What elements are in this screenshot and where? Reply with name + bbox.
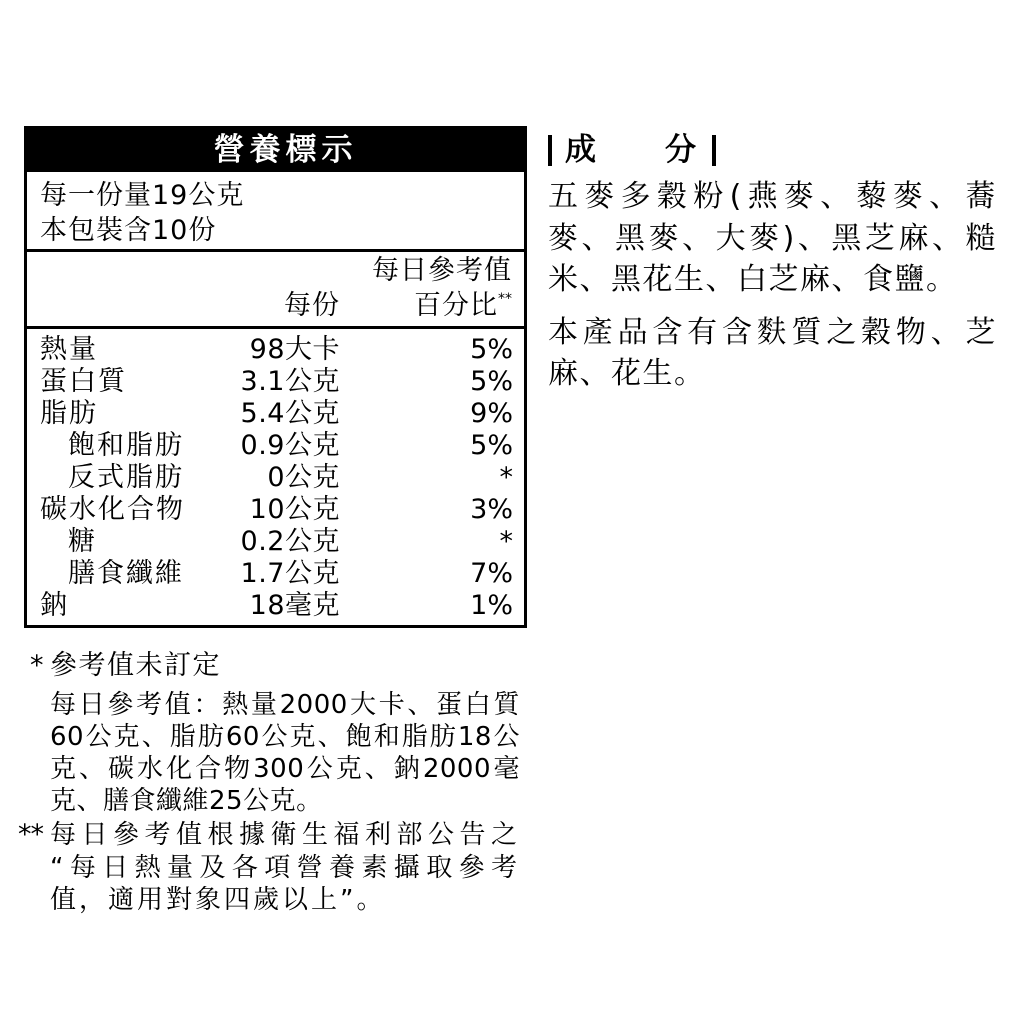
nutrient-name: 膳食纖維: [68, 558, 184, 589]
nutrient-name: 蛋白質: [40, 366, 127, 397]
table-row: [27, 366, 524, 398]
nutrition-label: [24, 126, 527, 628]
footnote-line: 克、膳食纖維25公克。: [50, 786, 323, 816]
nutrient-amount: 98大卡: [249, 334, 340, 365]
ingredients-line: 五麥多穀粉(燕麥、藜麥、蕎: [548, 179, 997, 214]
table-row: [27, 494, 524, 526]
ingredients-line: 米、黑花生、白芝麻、食鹽。: [548, 262, 958, 297]
footnote-double-body: [50, 819, 520, 917]
footnote-single-heading: 參考值未訂定: [50, 650, 221, 681]
nutrient-amount: 10公克: [249, 494, 340, 525]
nutrient-name: 糖: [68, 526, 97, 557]
nutrient-percent: 3%: [470, 494, 513, 525]
nutrient-percent: *: [499, 462, 513, 493]
ingredients-heading-char: 成: [565, 132, 596, 168]
table-row: [27, 590, 524, 622]
column-header-daily-reference: 每日參考值: [372, 255, 512, 286]
ingredients-list: [548, 176, 997, 301]
ingredients-line: 麥、黑麥、大麥)、黑芝麻、糙: [548, 220, 997, 256]
nutrient-percent: 5%: [470, 430, 513, 461]
footnote-single-body: [50, 689, 520, 817]
footnote-line: 60公克、脂肪60公克、飽和脂肪18公: [50, 722, 520, 752]
footnote-line: 每日參考值根據衛生福利部公告之: [50, 820, 520, 850]
nutrient-amount: 0.9公克: [240, 430, 340, 461]
nutrient-name: 飽和脂肪: [68, 430, 184, 461]
footnote-line: 值，適用對象四歲以上”。: [50, 885, 386, 915]
nutrient-percent: 9%: [470, 398, 513, 429]
footnote-double-mark: **: [18, 819, 43, 850]
column-header-per-serving: 每份: [284, 290, 340, 321]
footnote-line: “每日熱量及各項營養素攝取參考: [50, 852, 520, 883]
column-header-percent-label: 百分比: [414, 290, 498, 321]
column-header-percent: [414, 290, 512, 326]
footnote-line: 克、碳水化合物300公克、鈉2000毫: [50, 754, 520, 784]
table-row: [27, 430, 524, 462]
servings-per-package: 本包裝含10份: [40, 215, 217, 246]
table-row: [27, 526, 524, 558]
nutrient-percent: *: [499, 526, 513, 557]
nutrient-amount: 3.1公克: [240, 366, 340, 397]
table-row: [27, 462, 524, 494]
nutrient-amount: 18毫克: [249, 590, 340, 621]
nutrient-name: 脂肪: [40, 398, 98, 429]
nutrient-percent: 7%: [470, 558, 513, 589]
label-title: 營養標示: [213, 132, 358, 168]
nutrient-name: 鈉: [40, 590, 69, 621]
nutrient-name: 碳水化合物: [40, 494, 185, 525]
label-header-bar: [27, 129, 524, 172]
table-row: [27, 398, 524, 430]
table-row: [27, 334, 524, 366]
ingredients-heading-char: 分: [665, 132, 696, 168]
divider-line: [27, 326, 524, 329]
nutrient-percent: 5%: [470, 366, 513, 397]
nutrient-table: [27, 334, 524, 622]
footnote-line: 每日參考值：熱量2000大卡、蛋白質: [50, 690, 520, 720]
footnote-single-mark: *: [30, 650, 44, 681]
nutrient-name: 反式脂肪: [68, 462, 184, 493]
ingredients-heading-right-bar: [712, 135, 716, 166]
nutrient-name: 熱量: [40, 334, 98, 365]
nutrient-amount: 0.2公克: [240, 526, 340, 557]
nutrient-amount: 1.7公克: [240, 558, 340, 589]
nutrient-amount: 0公克: [267, 462, 340, 493]
serving-size: 每一份量19公克: [40, 180, 245, 211]
table-row: [27, 558, 524, 590]
nutrient-percent: 5%: [470, 334, 513, 365]
nutrient-percent: 1%: [470, 590, 513, 621]
allergen-statement: [548, 312, 997, 394]
ingredients-heading-left-bar: [548, 135, 552, 166]
nutrient-amount: 5.4公克: [240, 398, 340, 429]
divider-line: [27, 249, 524, 252]
allergen-line: 本產品含有含麩質之穀物、芝: [548, 315, 997, 350]
percent-note-mark: **: [498, 291, 512, 307]
allergen-line: 麻、花生。: [548, 356, 706, 391]
